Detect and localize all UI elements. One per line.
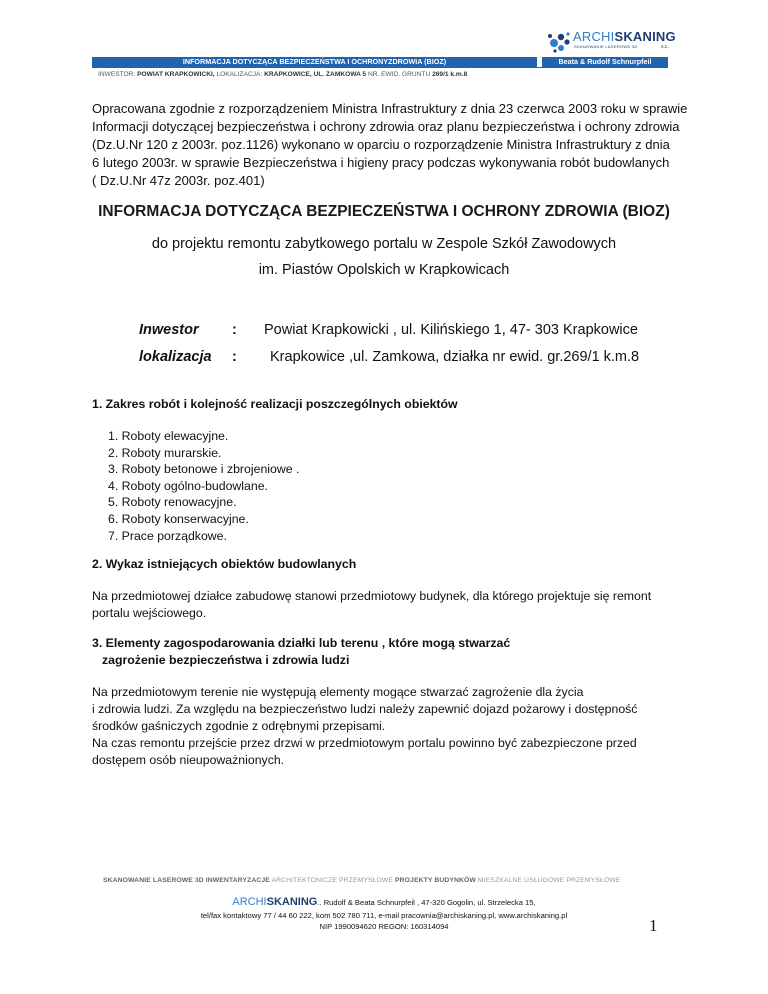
list-item: 3. Roboty betonowe i zbrojeniowe . (108, 462, 300, 477)
inwestor-label: Inwestor (139, 322, 199, 338)
inwestor-value: Powiat Krapkowicki , ul. Kilińskiego 1, 47- 303 Krapkowice (264, 322, 638, 338)
header-company-badge: Beata & Rudolf Schnurpfeil (542, 57, 668, 67)
list-item: 4. Roboty ogólno-budowlane. (108, 478, 268, 493)
list-item: 5. Roboty renowacyjne. (108, 495, 237, 510)
logo-suffix: s.c. (661, 44, 669, 50)
section-3-heading: 3. Elementy zagospodarowania działki lub terenu , które mogą stwarzać zagrożenie bezpieczeństwa i zdrowia ludzi (92, 636, 511, 667)
document-title: INFORMACJA DOTYCZĄCA BEZPIECZEŃSTWA I OCHRONY ZDROWIA (BIOZ) (98, 203, 670, 220)
header-info-line: INWESTOR: POWIAT KRAPKOWICKI, LOKALIZACJA: KRAPKOWICE, UL. ZAMKOWA 5 NR. EWID. GRUNTU 269/1 k.m.8 (98, 71, 468, 78)
list-item: 2. Roboty murarskie. (108, 445, 222, 460)
header-divider (92, 67, 668, 68)
lokalizacja-colon: : (232, 349, 237, 365)
page-number: 1 (649, 916, 658, 935)
works-list (108, 428, 299, 544)
logo-wordmark: ARCHISKANING (573, 29, 676, 44)
section-2-text: Na przedmiotowej działce zabudowę stanowi przedmiotowy budynek, dla którego projektuje się remont portalu wejściowego. (92, 589, 652, 620)
intro-paragraph: Opracowana zgodnie z rozporządzeniem Ministra Infrastruktury z dnia 23 czerwca 2003 roku w sprawie Informacji dotyczącej bezpieczeństwa i ochrony zdrowia oraz planu bezpieczeństwa i ochrony zdrowia (Dz.U.Nr 120 z 2003r. poz.1126) wykonano w oparciu o rozporządzenie Ministra Infrastruktury z dnia 6 lutego 2003r. w sprawie Bezpieczeństwa i higieny pracy podczas wykonywania robót budowlanych ( Dz.U.Nr 47z 2003r. poz.401) (92, 101, 688, 188)
inwestor-colon: : (232, 322, 237, 338)
footer-ids: NIP 1990094620 REGON: 160314094 (319, 922, 449, 931)
lokalizacja-label: lokalizacja (139, 349, 212, 365)
list-item: 7. Prace porządkowe. (108, 528, 227, 543)
lokalizacja-value: Krapkowice ,ul. Zamkowa, działka nr ewid. gr.269/1 k.m.8 (270, 349, 640, 365)
section-1-heading: 1. Zakres robót i kolejność realizacji poszczególnych obiektów (92, 397, 458, 411)
section-2-heading: 2. Wykaz istniejących obiektów budowlanych (92, 557, 357, 571)
document-subtitle-2: im. Piastów Opolskich w Krapkowicach (258, 262, 510, 278)
list-item: 6. Roboty konserwacyjne. (108, 511, 249, 526)
section-3-text: Na przedmiotowym terenie nie występują elementy mogące stwarzać zagrożenie dla życia i zdrowia ludzi. Za względu na bezpieczeństwo ludzi należy zapewnić dojazd pożarowy i dostępność środków gaśniczych zgodnie z odrębnymi przepisami. Na czas remontu przejście przez drzwi w przedmiotowym portalu powinno być zabezpieczone przed dostępem osób nieupoważnionych. (92, 685, 638, 767)
list-item: 1. Roboty elewacyjne. (108, 429, 229, 443)
logo-tagline: SKANOWANIE LASEROWE 3D (574, 44, 638, 49)
footer-address: ARCHISKANING.. Rudolf & Beata Schnurpfeil , 47-320 Gogolin, ul. Strzelecka 15, (232, 896, 536, 908)
document-subtitle: do projektu remontu zabytkowego portalu w Zespole Szkół Zawodowych (151, 236, 617, 252)
footer-categories: SKANOWANIE LASEROWE 3D INWENTARYZACJE ARCHITEKTONICZE PRZEMYSŁOWE PROJEKTY BUDYNKÓW MIESZKALNE USŁUGOWE PRZEMYSŁOWE (103, 877, 621, 884)
footer-contact: tel/fax kontaktowy 77 / 44 60 222, kom 502 780 711, e-mail pracownia@archiskaning.pl, www.archiskaning.pl (200, 911, 568, 920)
header-bar-title: INFORMACJA DOTYCZĄCA BEZPIECZEŃSTWA I OCHRONYZDROWIA (BIOZ) (92, 57, 537, 67)
